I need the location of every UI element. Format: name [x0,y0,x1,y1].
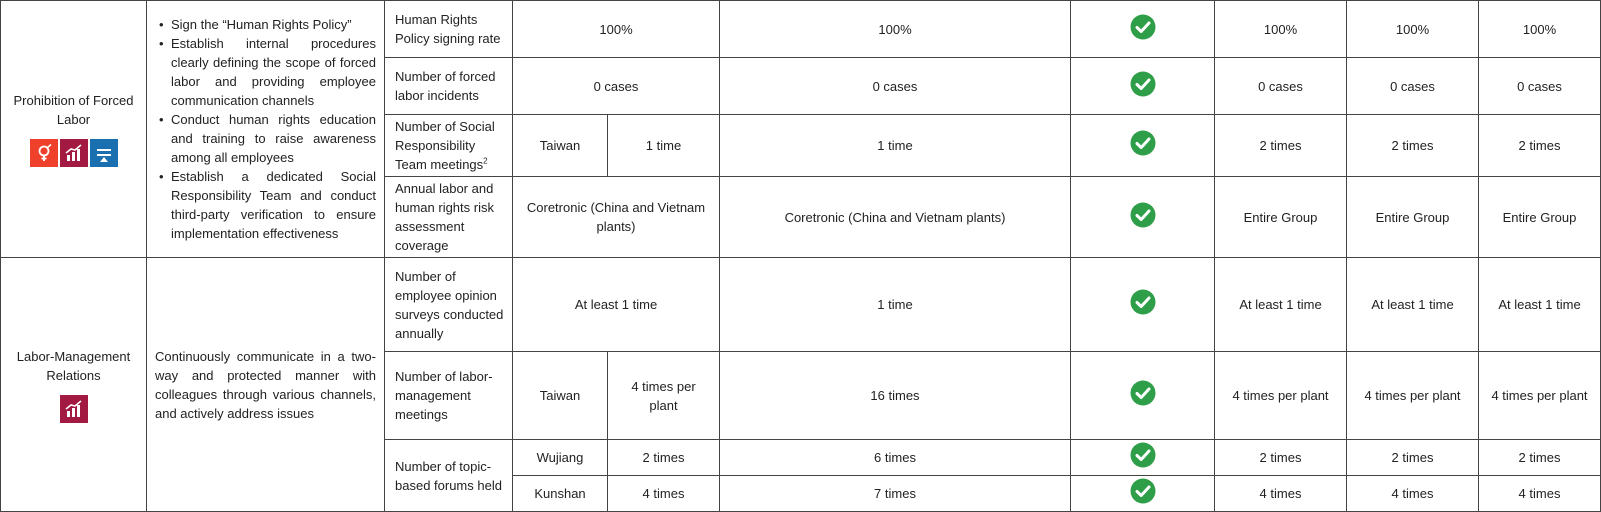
metric-label: Number of Social Responsibility Team meetings [395,119,495,172]
target-value: At least 1 time [513,258,720,352]
result-value: 0 cases [720,58,1071,115]
sdg8-decent-work-icon [60,139,88,167]
year2-target: 4 times per plant [1347,352,1479,440]
year2-target: At least 1 time [1347,258,1479,352]
metric-name: Number of labor-management meetings [385,352,513,440]
year1-target: 2 times [1215,115,1347,177]
result-value: 100% [720,1,1071,58]
topic-cell-forced-labor [1,1,147,258]
topic-title: Labor-Management Relations [16,348,131,383]
check-circle-icon [1130,442,1156,468]
year2-target: 0 cases [1347,58,1479,115]
year1-target: 0 cases [1215,58,1347,115]
actions-cell-labor-relations [147,258,385,512]
check-circle-icon [1130,71,1156,97]
year1-target: 4 times [1215,476,1347,512]
check-circle-icon [1130,202,1156,228]
sdg-icons [9,139,138,167]
action-item: • Conduct human rights education and training to raise awareness among all employees [155,110,376,167]
status-cell [1071,1,1215,58]
site-name: Taiwan [513,115,608,177]
target-value: Coretronic (China and Vietnam plants) [513,177,720,258]
status-cell [1071,440,1215,476]
topic-cell-labor-relations [1,258,147,512]
footnote-marker: 2 [483,156,488,166]
status-cell [1071,258,1215,352]
result-value: 7 times [720,476,1071,512]
check-circle-icon [1130,14,1156,40]
result-value: Coretronic (China and Vietnam plants) [720,177,1071,258]
status-cell [1071,352,1215,440]
year3-target: 2 times [1479,115,1601,177]
sdg10-reduced-inequalities-icon [90,139,118,167]
target-value: 4 times per plant [608,352,720,440]
action-item: • Establish internal procedures clearly defining the scope of forced labor and providing employee communication channels [155,34,376,110]
target-value: 100% [513,1,720,58]
action-text: Continuously communicate in a two-way and protected manner with colleagues through various channels, and actively address issues [155,348,376,421]
check-circle-icon [1130,478,1156,504]
status-cell [1071,115,1215,177]
year2-target: 2 times [1347,115,1479,177]
sdg8-decent-work-icon [60,395,88,423]
year3-target: 4 times per plant [1479,352,1601,440]
action-item: • Establish a dedicated Social Responsibility Team and conduct third-party verification to ensure implementation effectiveness [155,167,376,243]
result-value: 1 time [720,258,1071,352]
year1-target: 2 times [1215,440,1347,476]
year2-target: Entire Group [1347,177,1479,258]
site-name: Taiwan [513,352,608,440]
year3-target: Entire Group [1479,177,1601,258]
target-value: 1 time [608,115,720,177]
target-value: 0 cases [513,58,720,115]
year1-target: 4 times per plant [1215,352,1347,440]
year1-target: 100% [1215,1,1347,58]
year1-target: At least 1 time [1215,258,1347,352]
result-value: 6 times [720,440,1071,476]
year3-target: At least 1 time [1479,258,1601,352]
status-cell [1071,476,1215,512]
metric-name [385,115,513,177]
action-item: • Sign the “Human Rights Policy” [155,15,376,34]
year2-target: 100% [1347,1,1479,58]
topic-title: Prohibition of Forced Labor [13,93,134,127]
table-row [1,1,1601,58]
metric-name: Number of employee opinion surveys conducted annually [385,258,513,352]
check-circle-icon [1130,289,1156,315]
target-value: 4 times [608,476,720,512]
action-list [155,15,376,243]
year1-target: Entire Group [1215,177,1347,258]
year2-target: 2 times [1347,440,1479,476]
sdg-icons [9,395,138,423]
result-value: 16 times [720,352,1071,440]
metric-name: Annual labor and human rights risk assessment coverage [385,177,513,258]
year2-target: 4 times [1347,476,1479,512]
site-name: Kunshan [513,476,608,512]
year3-target: 2 times [1479,440,1601,476]
check-circle-icon [1130,130,1156,156]
metric-name: Number of forced labor incidents [385,58,513,115]
status-cell [1071,58,1215,115]
status-cell [1071,177,1215,258]
target-value: 2 times [608,440,720,476]
result-value: 1 time [720,115,1071,177]
table-row [1,258,1601,352]
check-circle-icon [1130,380,1156,406]
year3-target: 0 cases [1479,58,1601,115]
actions-cell-forced-labor [147,1,385,258]
year3-target: 4 times [1479,476,1601,512]
metric-name: Human Rights Policy signing rate [385,1,513,58]
year3-target: 100% [1479,1,1601,58]
sdg5-gender-equality-icon [30,139,58,167]
metric-name: Number of topic-based forums held [385,440,513,512]
site-name: Wujiang [513,440,608,476]
